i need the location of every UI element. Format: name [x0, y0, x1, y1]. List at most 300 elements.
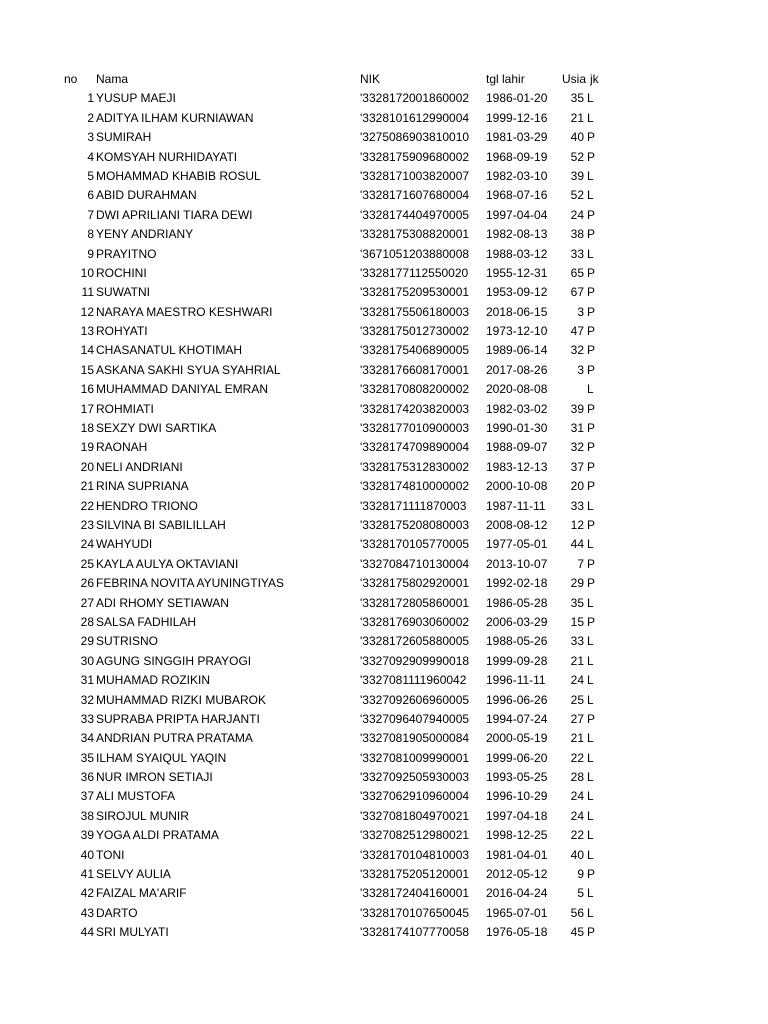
row-usia: 52: [570, 188, 584, 203]
row-nik: '3328175802920001: [360, 576, 470, 591]
row-usia: 7: [577, 556, 584, 571]
data-table: [0, 70, 768, 943]
row-jk: L: [587, 498, 594, 513]
table-row: [0, 303, 768, 322]
row-usia: 33: [570, 498, 584, 513]
row-tgl-lahir: 1990-01-30: [486, 421, 548, 436]
row-nik: '3328172404160001: [360, 886, 470, 901]
row-jk: P: [587, 459, 596, 474]
row-tgl-lahir: 1992-02-18: [486, 576, 548, 591]
row-no: 42: [80, 886, 94, 901]
row-tgl-lahir: 1982-03-10: [486, 168, 548, 183]
row-tgl-lahir: 1982-03-02: [486, 401, 548, 416]
row-nik: '3327062910960004: [360, 789, 470, 804]
row-nama: PRAYITNO: [96, 246, 157, 261]
row-usia: 5: [577, 886, 584, 901]
row-usia: 35: [570, 91, 584, 106]
row-tgl-lahir: 1988-03-12: [486, 246, 548, 261]
row-usia: 21: [570, 731, 584, 746]
row-nama: CHASANATUL KHOTIMAH: [96, 343, 243, 358]
row-usia: 15: [570, 614, 584, 629]
table-row: [0, 186, 768, 205]
table-row: [0, 341, 768, 360]
row-nik: '3328175312830002: [360, 459, 470, 474]
row-nik: '3327081905000084: [360, 731, 470, 746]
row-nama: MUHAMMAD RIZKI MUBAROK: [96, 692, 267, 707]
row-usia: 44: [570, 537, 584, 552]
row-jk: P: [587, 343, 596, 358]
table-row: [0, 477, 768, 496]
row-usia: 3: [577, 304, 584, 319]
row-nama: SUTRISNO: [96, 634, 159, 649]
row-nama: SUWATNI: [96, 285, 150, 300]
row-jk: L: [587, 168, 594, 183]
row-usia: 21: [570, 110, 584, 125]
header-usia: Usia: [562, 72, 587, 86]
row-jk: L: [587, 91, 594, 106]
row-nik: '3328170104810003: [360, 847, 470, 862]
row-nama: FAIZAL MA'ARIF: [96, 886, 187, 901]
row-tgl-lahir: 1977-05-01: [486, 537, 548, 552]
row-no: 20: [80, 459, 94, 474]
table-row: [0, 400, 768, 419]
row-no: 2: [87, 110, 94, 125]
row-tgl-lahir: 1989-06-14: [486, 343, 548, 358]
row-nama: KAYLA AULYA OKTAVIANI: [96, 556, 239, 571]
row-usia: 24: [570, 789, 584, 804]
row-usia: 24: [570, 808, 584, 823]
row-nama: ILHAM SYAIQUL YAQIN: [96, 750, 227, 765]
row-no: 21: [80, 479, 94, 494]
row-no: 22: [80, 498, 94, 513]
row-jk: P: [587, 285, 596, 300]
table-row: [0, 594, 768, 613]
row-no: 37: [80, 789, 94, 804]
table-row: [0, 109, 768, 128]
row-nama: NUR IMRON SETIAJI: [96, 770, 213, 785]
row-usia: 40: [570, 847, 584, 862]
row-nama: DWI APRILIANI TIARA DEWI: [96, 207, 253, 222]
row-jk: P: [587, 867, 596, 882]
row-jk: P: [587, 401, 596, 416]
row-no: 11: [81, 285, 94, 300]
row-tgl-lahir: 1981-04-01: [486, 847, 548, 862]
row-no: 3: [87, 130, 94, 145]
row-usia: 56: [570, 905, 584, 920]
row-jk: P: [587, 440, 596, 455]
row-nama: SALSA FADHILAH: [96, 614, 197, 629]
row-jk: P: [587, 207, 596, 222]
row-no: 9: [87, 246, 94, 261]
row-nama: TONI: [96, 847, 125, 862]
row-tgl-lahir: 2006-03-29: [486, 614, 548, 629]
row-nik: '3327092909990018: [360, 653, 470, 668]
row-jk: P: [587, 149, 596, 164]
row-nama: MUHAMAD ROZIKIN: [96, 673, 210, 688]
row-nama: ROCHINI: [96, 265, 147, 280]
row-no: 10: [80, 265, 94, 280]
row-usia: 32: [570, 343, 584, 358]
row-nik: '3328172805860001: [360, 595, 470, 610]
table-row: [0, 632, 768, 651]
row-usia: 27: [570, 711, 584, 726]
table-row: [0, 555, 768, 574]
row-tgl-lahir: 1997-04-18: [486, 808, 548, 823]
row-usia: 9: [577, 867, 584, 882]
row-nik: '3327081111960042: [360, 673, 467, 688]
row-tgl-lahir: 1996-10-29: [486, 789, 548, 804]
header-nik: NIK: [360, 72, 381, 86]
row-nik: '3328175012730002: [360, 324, 470, 339]
row-nik: '3328171111870003: [360, 498, 467, 513]
row-no: 27: [80, 595, 94, 610]
table-row: [0, 865, 768, 884]
row-jk: P: [587, 711, 596, 726]
row-nik: '3328175909680002: [360, 149, 470, 164]
row-jk: L: [587, 653, 594, 668]
row-tgl-lahir: 1968-07-16: [486, 188, 548, 203]
table-row: [0, 148, 768, 167]
row-nama: MOHAMMAD KHABIB ROSUL: [96, 168, 261, 183]
row-tgl-lahir: 2013-10-07: [486, 556, 548, 571]
row-nama: ASKANA SAKHI SYUA SYAHRIAL: [96, 362, 281, 377]
table-row: [0, 128, 768, 147]
row-jk: P: [587, 925, 596, 940]
row-jk: L: [587, 828, 594, 843]
table-row: [0, 884, 768, 903]
table-row: [0, 691, 768, 710]
row-tgl-lahir: 1983-12-13: [486, 459, 548, 474]
row-no: 26: [80, 576, 94, 591]
row-usia: 12: [570, 517, 584, 532]
row-tgl-lahir: 1988-05-26: [486, 634, 548, 649]
table-row: [0, 613, 768, 632]
table-row: [0, 923, 768, 942]
row-no: 14: [80, 343, 94, 358]
row-no: 41: [80, 867, 94, 882]
row-nik: '3328177010900003: [360, 421, 470, 436]
row-jk: L: [587, 750, 594, 765]
row-nama: RINA SUPRIANA: [96, 479, 189, 494]
row-nik: '3328170105770005: [360, 537, 470, 552]
header-row: [0, 70, 768, 89]
row-usia: 22: [570, 750, 584, 765]
row-tgl-lahir: 1996-11-11: [486, 673, 546, 688]
row-tgl-lahir: 1968-09-19: [486, 149, 548, 164]
table-row: [0, 497, 768, 516]
table-row: [0, 245, 768, 264]
row-no: 17: [80, 401, 94, 416]
row-nama: AGUNG SINGGIH PRAYOGI: [96, 653, 252, 668]
table-row: [0, 671, 768, 690]
row-tgl-lahir: 2000-05-19: [486, 731, 548, 746]
table-row: [0, 904, 768, 923]
row-no: 1: [87, 91, 94, 106]
row-no: 35: [80, 750, 94, 765]
row-tgl-lahir: 1999-12-16: [486, 110, 548, 125]
row-nama: ABID DURAHMAN: [96, 188, 197, 203]
row-jk: P: [587, 362, 596, 377]
row-jk: L: [587, 188, 594, 203]
row-jk: L: [587, 692, 594, 707]
row-tgl-lahir: 1953-09-12: [486, 285, 548, 300]
row-nik: '3328101612990004: [360, 110, 470, 125]
row-nik: '3328170808200002: [360, 382, 470, 397]
row-jk: L: [587, 595, 594, 610]
row-nik: '3327092606960005: [360, 692, 470, 707]
table-row: [0, 438, 768, 457]
table-row: [0, 167, 768, 186]
row-nik: '3328170107650045: [360, 905, 470, 920]
row-nik: '3328172605880005: [360, 634, 470, 649]
table-row: [0, 206, 768, 225]
header-no: no: [64, 72, 78, 86]
row-tgl-lahir: 1993-05-25: [486, 770, 548, 785]
table-row: [0, 264, 768, 283]
table-row: [0, 516, 768, 535]
row-nama: MUHAMMAD DANIYAL EMRAN: [96, 382, 269, 397]
row-nama: ADITYA ILHAM KURNIAWAN: [96, 110, 254, 125]
table-row: [0, 826, 768, 845]
row-tgl-lahir: 1986-01-20: [486, 91, 548, 106]
row-usia: 38: [570, 227, 584, 242]
row-nik: '3327081009990001: [360, 750, 470, 765]
row-tgl-lahir: 1973-12-10: [486, 324, 548, 339]
row-nama: SEXZY DWI SARTIKA: [96, 421, 217, 436]
row-no: 5: [87, 168, 94, 183]
row-tgl-lahir: 1988-09-07: [486, 440, 548, 455]
row-no: 12: [80, 304, 94, 319]
row-usia: 39: [570, 401, 584, 416]
table-row: [0, 89, 768, 108]
row-no: 24: [80, 537, 94, 552]
row-jk: L: [587, 905, 594, 920]
row-nik: '3328174810000002: [360, 479, 470, 494]
row-tgl-lahir: 1999-06-20: [486, 750, 548, 765]
table-row: [0, 652, 768, 671]
row-no: 25: [80, 556, 94, 571]
row-nama: YOGA ALDI PRATAMA: [96, 828, 219, 843]
row-usia: 24: [570, 673, 584, 688]
row-jk: P: [587, 614, 596, 629]
row-jk: P: [587, 576, 596, 591]
row-nama: FEBRINA NOVITA AYUNINGTIYAS: [96, 576, 285, 591]
row-jk: L: [587, 110, 594, 125]
row-jk: P: [587, 556, 596, 571]
row-tgl-lahir: 1997-04-04: [486, 207, 548, 222]
row-nama: SIROJUL MUNIR: [96, 808, 189, 823]
row-usia: 47: [570, 324, 584, 339]
table-row: [0, 768, 768, 787]
row-usia: 32: [570, 440, 584, 455]
row-no: 13: [80, 324, 94, 339]
row-usia: 40: [570, 130, 584, 145]
row-usia: 65: [570, 265, 584, 280]
row-nik: '3327096407940005: [360, 711, 470, 726]
table-body: [0, 89, 768, 942]
row-jk: L: [587, 537, 594, 552]
header-tgl-lahir: tgl lahir: [486, 72, 525, 86]
row-no: 6: [87, 188, 94, 203]
table-row: [0, 807, 768, 826]
row-nama: RAONAH: [96, 440, 148, 455]
row-no: 40: [80, 847, 94, 862]
row-nik: '3327082512980021: [360, 828, 470, 843]
row-no: 36: [80, 770, 94, 785]
row-nik: '3328176608170001: [360, 362, 470, 377]
row-nama: YENY ANDRIANY: [96, 227, 194, 242]
row-usia: 21: [570, 653, 584, 668]
row-no: 4: [87, 149, 94, 164]
row-usia: 33: [570, 246, 584, 261]
row-usia: 33: [570, 634, 584, 649]
row-jk: P: [587, 227, 596, 242]
row-tgl-lahir: 1996-06-26: [486, 692, 548, 707]
row-no: 32: [80, 692, 94, 707]
header-jk: jk: [590, 72, 599, 86]
row-usia: 22: [570, 828, 584, 843]
row-nama: ADI RHOMY SETIAWAN: [96, 595, 229, 610]
row-usia: 67: [570, 285, 584, 300]
table-row: [0, 419, 768, 438]
row-no: 34: [80, 731, 94, 746]
row-nik: '3328174709890004: [360, 440, 470, 455]
row-tgl-lahir: 2012-05-12: [486, 867, 548, 882]
row-tgl-lahir: 1998-12-25: [486, 828, 548, 843]
row-tgl-lahir: 1976-05-18: [486, 925, 548, 940]
row-nama: ALI MUSTOFA: [96, 789, 176, 804]
table-row: [0, 787, 768, 806]
row-no: 31: [80, 673, 94, 688]
row-nama: ROHMIATI: [96, 401, 154, 416]
row-nama: YUSUP MAEJI: [96, 91, 176, 106]
row-jk: L: [587, 382, 594, 397]
row-nik: '3328175506180003: [360, 304, 470, 319]
row-no: 30: [80, 653, 94, 668]
row-tgl-lahir: 1986-05-28: [486, 595, 548, 610]
row-nik: '3328175406890005: [360, 343, 470, 358]
row-nama: NARAYA MAESTRO KESHWARI: [96, 304, 273, 319]
row-nik: '3327081804970021: [360, 808, 470, 823]
row-nama: KOMSYAH NURHIDAYATI: [96, 149, 238, 164]
row-no: 33: [80, 711, 94, 726]
row-nik: '3275086903810010: [360, 130, 470, 145]
row-nik: '3328174107770058: [360, 925, 470, 940]
row-no: 43: [80, 905, 94, 920]
table-row: [0, 380, 768, 399]
row-nama: DARTO: [96, 905, 138, 920]
row-nama: SUPRABA PRIPTA HARJANTI: [96, 711, 260, 726]
row-jk: L: [587, 789, 594, 804]
row-nama: SRI MULYATI: [96, 925, 169, 940]
row-tgl-lahir: 2017-08-26: [486, 362, 548, 377]
row-usia: 20: [570, 479, 584, 494]
row-nama: SUMIRAH: [96, 130, 152, 145]
row-no: 39: [80, 828, 94, 843]
row-nik: '3328171607680004: [360, 188, 470, 203]
row-tgl-lahir: 1994-07-24: [486, 711, 548, 726]
row-tgl-lahir: 1987-11-11: [486, 498, 546, 513]
row-nik: '3328174404970005: [360, 207, 470, 222]
row-nama: SELVY AULIA: [96, 867, 171, 882]
row-usia: 24: [570, 207, 584, 222]
row-jk: P: [587, 517, 596, 532]
row-nik: '3328174203820003: [360, 401, 470, 416]
table-row: [0, 574, 768, 593]
row-nik: '3328177112550020: [360, 265, 469, 280]
table-row: [0, 361, 768, 380]
row-tgl-lahir: 2020-08-08: [486, 382, 548, 397]
row-jk: L: [587, 673, 594, 688]
table-row: [0, 322, 768, 341]
row-usia: 45: [570, 925, 584, 940]
row-no: 8: [87, 227, 94, 242]
row-tgl-lahir: 1965-07-01: [486, 905, 548, 920]
row-jk: P: [587, 324, 596, 339]
row-nik: '3328171003820007: [360, 168, 470, 183]
row-nik: '3328176903060002: [360, 614, 470, 629]
row-usia: 28: [570, 770, 584, 785]
row-usia: 29: [570, 576, 584, 591]
header-nama: Nama: [96, 72, 129, 86]
row-tgl-lahir: 2018-06-15: [486, 304, 548, 319]
row-usia: 31: [570, 421, 584, 436]
row-nik: '3328175209530001: [360, 285, 470, 300]
row-no: 38: [80, 808, 94, 823]
table-row: [0, 749, 768, 768]
row-nama: NELI ANDRIANI: [96, 459, 183, 474]
row-jk: L: [587, 731, 594, 746]
row-no: 28: [80, 614, 94, 629]
row-no: 29: [80, 634, 94, 649]
row-nama: WAHYUDI: [96, 537, 153, 552]
row-usia: 52: [570, 149, 584, 164]
row-tgl-lahir: 2000-10-08: [486, 479, 548, 494]
table-row: [0, 846, 768, 865]
row-no: 19: [80, 440, 94, 455]
row-no: 44: [80, 925, 94, 940]
row-jk: P: [587, 421, 596, 436]
table-row: [0, 535, 768, 554]
row-tgl-lahir: 1981-03-29: [486, 130, 548, 145]
row-nik: '3327092505930003: [360, 770, 470, 785]
row-nik: '3328175308820001: [360, 227, 470, 242]
row-tgl-lahir: 1999-09-28: [486, 653, 548, 668]
row-nik: '3328175205120001: [360, 867, 470, 882]
row-jk: P: [587, 130, 596, 145]
row-tgl-lahir: 2008-08-12: [486, 517, 548, 532]
row-nama: ANDRIAN PUTRA PRATAMA: [96, 731, 253, 746]
row-jk: L: [587, 634, 594, 649]
row-jk: P: [587, 479, 596, 494]
row-usia: 37: [570, 459, 584, 474]
row-jk: L: [587, 886, 594, 901]
row-tgl-lahir: 1982-08-13: [486, 227, 548, 242]
row-jk: L: [587, 246, 594, 261]
table-row: [0, 458, 768, 477]
row-no: 18: [80, 421, 94, 436]
row-usia: 25: [570, 692, 584, 707]
row-nama: ROHYATI: [96, 324, 148, 339]
row-nama: SILVINA BI SABILILLAH: [96, 517, 226, 532]
row-jk: P: [587, 265, 596, 280]
table-row: [0, 710, 768, 729]
row-tgl-lahir: 1955-12-31: [486, 265, 548, 280]
row-tgl-lahir: 2016-04-24: [486, 886, 548, 901]
row-no: 23: [80, 517, 94, 532]
table-row: [0, 225, 768, 244]
table-row: [0, 283, 768, 302]
